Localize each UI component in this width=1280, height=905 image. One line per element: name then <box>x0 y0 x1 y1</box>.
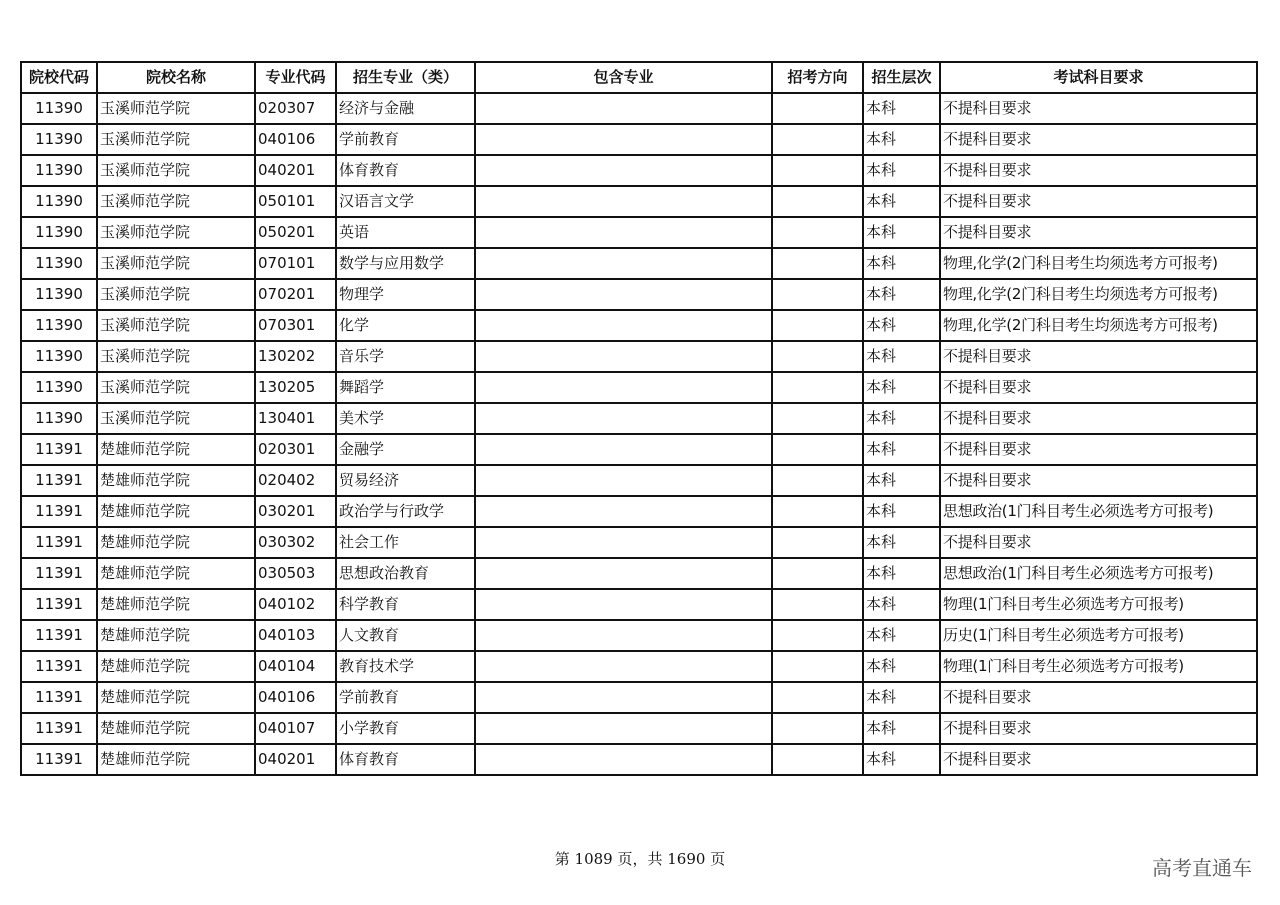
cell-level: 本科 <box>863 310 940 341</box>
cell-school-name: 楚雄师范学院 <box>97 465 255 496</box>
cell-subject-requirements: 不提科目要求 <box>940 155 1257 186</box>
cell-school-name: 楚雄师范学院 <box>97 744 255 775</box>
cell-major-name: 金融学 <box>336 434 475 465</box>
cell-major-code: 040106 <box>255 124 336 155</box>
cell-included-majors <box>475 620 772 651</box>
cell-included-majors <box>475 589 772 620</box>
cell-included-majors <box>475 186 772 217</box>
cell-subject-requirements: 不提科目要求 <box>940 403 1257 434</box>
cell-direction <box>772 93 863 124</box>
cell-school-code: 11390 <box>21 93 97 124</box>
cell-school-code: 11390 <box>21 248 97 279</box>
cell-level: 本科 <box>863 186 940 217</box>
table-row <box>21 682 1257 713</box>
cell-level: 本科 <box>863 589 940 620</box>
cell-subject-requirements: 思想政治(1门科目考生必须选考方可报考) <box>940 558 1257 589</box>
cell-school-code: 11391 <box>21 496 97 527</box>
cell-school-code: 11390 <box>21 217 97 248</box>
cell-subject-requirements: 不提科目要求 <box>940 682 1257 713</box>
cell-major-code: 020402 <box>255 465 336 496</box>
cell-school-name: 楚雄师范学院 <box>97 651 255 682</box>
cell-school-code: 11391 <box>21 713 97 744</box>
cell-direction <box>772 124 863 155</box>
cell-school-code: 11390 <box>21 372 97 403</box>
cell-school-name: 楚雄师范学院 <box>97 713 255 744</box>
cell-included-majors <box>475 434 772 465</box>
cell-level: 本科 <box>863 93 940 124</box>
cell-included-majors <box>475 682 772 713</box>
table-row <box>21 527 1257 558</box>
table-row <box>21 248 1257 279</box>
cell-included-majors <box>475 310 772 341</box>
cell-subject-requirements: 物理,化学(2门科目考生均须选考方可报考) <box>940 248 1257 279</box>
cell-level: 本科 <box>863 713 940 744</box>
cell-level: 本科 <box>863 124 940 155</box>
cell-included-majors <box>475 217 772 248</box>
cell-direction <box>772 744 863 775</box>
table-row <box>21 403 1257 434</box>
cell-included-majors <box>475 372 772 403</box>
cell-subject-requirements: 不提科目要求 <box>940 186 1257 217</box>
cell-direction <box>772 372 863 403</box>
table-body <box>21 93 1257 775</box>
table-row <box>21 124 1257 155</box>
cell-school-code: 11391 <box>21 651 97 682</box>
cell-included-majors <box>475 744 772 775</box>
cell-school-code: 11390 <box>21 186 97 217</box>
cell-included-majors <box>475 248 772 279</box>
cell-major-name: 体育教育 <box>336 155 475 186</box>
table-row <box>21 496 1257 527</box>
table-row <box>21 713 1257 744</box>
cell-level: 本科 <box>863 217 940 248</box>
header-major-name: 招生专业（类） <box>336 62 475 93</box>
cell-subject-requirements: 历史(1门科目考生必须选考方可报考) <box>940 620 1257 651</box>
cell-school-code: 11390 <box>21 310 97 341</box>
cell-level: 本科 <box>863 527 940 558</box>
page-number: 第 1089 页，共 1690 页 <box>554 850 726 868</box>
cell-major-name: 音乐学 <box>336 341 475 372</box>
cell-direction <box>772 279 863 310</box>
cell-included-majors <box>475 527 772 558</box>
cell-included-majors <box>475 403 772 434</box>
header-included-majors: 包含专业 <box>475 62 772 93</box>
table-row <box>21 434 1257 465</box>
cell-level: 本科 <box>863 465 940 496</box>
cell-major-code: 130202 <box>255 341 336 372</box>
cell-major-code: 030503 <box>255 558 336 589</box>
cell-included-majors <box>475 155 772 186</box>
header-subject-requirements: 考试科目要求 <box>940 62 1257 93</box>
cell-school-name: 楚雄师范学院 <box>97 682 255 713</box>
cell-school-name: 楚雄师范学院 <box>97 558 255 589</box>
cell-major-name: 人文教育 <box>336 620 475 651</box>
cell-direction <box>772 713 863 744</box>
cell-major-name: 学前教育 <box>336 124 475 155</box>
cell-level: 本科 <box>863 744 940 775</box>
cell-major-name: 贸易经济 <box>336 465 475 496</box>
cell-major-code: 040103 <box>255 620 336 651</box>
table-row <box>21 186 1257 217</box>
table-row <box>21 744 1257 775</box>
cell-level: 本科 <box>863 279 940 310</box>
cell-major-code: 040201 <box>255 155 336 186</box>
cell-subject-requirements: 物理(1门科目考生必须选考方可报考) <box>940 651 1257 682</box>
cell-subject-requirements: 不提科目要求 <box>940 434 1257 465</box>
cell-direction <box>772 310 863 341</box>
cell-direction <box>772 341 863 372</box>
cell-school-code: 11390 <box>21 403 97 434</box>
cell-subject-requirements: 不提科目要求 <box>940 465 1257 496</box>
cell-major-name: 化学 <box>336 310 475 341</box>
cell-major-code: 030201 <box>255 496 336 527</box>
cell-direction <box>772 589 863 620</box>
watermark-text: 高考直通车 <box>1152 856 1252 880</box>
cell-school-code: 11391 <box>21 589 97 620</box>
cell-included-majors <box>475 124 772 155</box>
cell-school-code: 11390 <box>21 155 97 186</box>
cell-major-name: 舞蹈学 <box>336 372 475 403</box>
header-level: 招生层次 <box>863 62 940 93</box>
cell-school-code: 11391 <box>21 558 97 589</box>
cell-school-code: 11391 <box>21 620 97 651</box>
cell-major-name: 体育教育 <box>336 744 475 775</box>
cell-included-majors <box>475 93 772 124</box>
cell-level: 本科 <box>863 620 940 651</box>
cell-included-majors <box>475 651 772 682</box>
cell-major-code: 070101 <box>255 248 336 279</box>
header-school-name: 院校名称 <box>97 62 255 93</box>
cell-major-name: 美术学 <box>336 403 475 434</box>
cell-subject-requirements: 不提科目要求 <box>940 217 1257 248</box>
cell-subject-requirements: 不提科目要求 <box>940 527 1257 558</box>
table-row <box>21 589 1257 620</box>
table-row <box>21 217 1257 248</box>
table-row <box>21 620 1257 651</box>
cell-school-name: 玉溪师范学院 <box>97 372 255 403</box>
cell-major-code: 030302 <box>255 527 336 558</box>
table-header-row <box>21 62 1257 93</box>
header-direction: 招考方向 <box>772 62 863 93</box>
cell-direction <box>772 403 863 434</box>
table-row <box>21 155 1257 186</box>
cell-direction <box>772 558 863 589</box>
cell-direction <box>772 465 863 496</box>
cell-school-name: 楚雄师范学院 <box>97 620 255 651</box>
cell-level: 本科 <box>863 651 940 682</box>
cell-major-name: 英语 <box>336 217 475 248</box>
cell-school-code: 11391 <box>21 434 97 465</box>
cell-level: 本科 <box>863 434 940 465</box>
cell-school-name: 玉溪师范学院 <box>97 279 255 310</box>
cell-level: 本科 <box>863 372 940 403</box>
cell-major-code: 040107 <box>255 713 336 744</box>
cell-major-name: 物理学 <box>336 279 475 310</box>
cell-major-name: 经济与金融 <box>336 93 475 124</box>
cell-school-code: 11391 <box>21 465 97 496</box>
cell-major-name: 政治学与行政学 <box>336 496 475 527</box>
table-row <box>21 310 1257 341</box>
table-row <box>21 372 1257 403</box>
cell-major-name: 科学教育 <box>336 589 475 620</box>
table-row <box>21 279 1257 310</box>
cell-direction <box>772 496 863 527</box>
cell-school-name: 楚雄师范学院 <box>97 589 255 620</box>
table-row <box>21 341 1257 372</box>
header-school-code: 院校代码 <box>21 62 97 93</box>
cell-major-name: 教育技术学 <box>336 651 475 682</box>
cell-included-majors <box>475 496 772 527</box>
cell-major-code: 020301 <box>255 434 336 465</box>
cell-level: 本科 <box>863 558 940 589</box>
cell-included-majors <box>475 341 772 372</box>
cell-subject-requirements: 不提科目要求 <box>940 93 1257 124</box>
table-row <box>21 651 1257 682</box>
admission-requirements-table <box>20 61 1258 776</box>
cell-direction <box>772 248 863 279</box>
cell-direction <box>772 682 863 713</box>
cell-major-code: 040104 <box>255 651 336 682</box>
cell-subject-requirements: 物理,化学(2门科目考生均须选考方可报考) <box>940 310 1257 341</box>
cell-major-name: 社会工作 <box>336 527 475 558</box>
cell-major-code: 050101 <box>255 186 336 217</box>
cell-major-code: 130401 <box>255 403 336 434</box>
cell-direction <box>772 155 863 186</box>
cell-school-code: 11390 <box>21 124 97 155</box>
cell-school-name: 楚雄师范学院 <box>97 434 255 465</box>
cell-direction <box>772 527 863 558</box>
cell-school-code: 11391 <box>21 744 97 775</box>
cell-school-code: 11390 <box>21 279 97 310</box>
cell-major-code: 130205 <box>255 372 336 403</box>
cell-level: 本科 <box>863 403 940 434</box>
cell-major-code: 020307 <box>255 93 336 124</box>
cell-subject-requirements: 物理(1门科目考生必须选考方可报考) <box>940 589 1257 620</box>
cell-major-name: 小学教育 <box>336 713 475 744</box>
cell-subject-requirements: 物理,化学(2门科目考生均须选考方可报考) <box>940 279 1257 310</box>
cell-major-name: 学前教育 <box>336 682 475 713</box>
table-row <box>21 93 1257 124</box>
cell-subject-requirements: 不提科目要求 <box>940 372 1257 403</box>
cell-included-majors <box>475 465 772 496</box>
cell-included-majors <box>475 713 772 744</box>
table-row <box>21 465 1257 496</box>
cell-school-name: 玉溪师范学院 <box>97 93 255 124</box>
cell-major-code: 040102 <box>255 589 336 620</box>
cell-direction <box>772 217 863 248</box>
cell-direction <box>772 651 863 682</box>
cell-level: 本科 <box>863 248 940 279</box>
cell-school-name: 玉溪师范学院 <box>97 155 255 186</box>
cell-major-code: 050201 <box>255 217 336 248</box>
cell-major-name: 思想政治教育 <box>336 558 475 589</box>
cell-major-code: 040106 <box>255 682 336 713</box>
cell-school-name: 楚雄师范学院 <box>97 496 255 527</box>
cell-school-code: 11391 <box>21 682 97 713</box>
cell-school-name: 玉溪师范学院 <box>97 124 255 155</box>
cell-subject-requirements: 思想政治(1门科目考生必须选考方可报考) <box>940 496 1257 527</box>
cell-major-name: 数学与应用数学 <box>336 248 475 279</box>
cell-school-name: 玉溪师范学院 <box>97 248 255 279</box>
cell-direction <box>772 434 863 465</box>
cell-major-code: 040201 <box>255 744 336 775</box>
table-row <box>21 558 1257 589</box>
cell-subject-requirements: 不提科目要求 <box>940 341 1257 372</box>
cell-school-code: 11391 <box>21 527 97 558</box>
cell-school-name: 楚雄师范学院 <box>97 527 255 558</box>
cell-school-name: 玉溪师范学院 <box>97 341 255 372</box>
cell-subject-requirements: 不提科目要求 <box>940 744 1257 775</box>
cell-school-code: 11390 <box>21 341 97 372</box>
cell-included-majors <box>475 279 772 310</box>
cell-major-name: 汉语言文学 <box>336 186 475 217</box>
cell-major-code: 070301 <box>255 310 336 341</box>
cell-level: 本科 <box>863 496 940 527</box>
cell-direction <box>772 186 863 217</box>
cell-level: 本科 <box>863 341 940 372</box>
cell-included-majors <box>475 558 772 589</box>
cell-subject-requirements: 不提科目要求 <box>940 713 1257 744</box>
cell-school-name: 玉溪师范学院 <box>97 186 255 217</box>
cell-subject-requirements: 不提科目要求 <box>940 124 1257 155</box>
cell-direction <box>772 620 863 651</box>
cell-level: 本科 <box>863 155 940 186</box>
cell-level: 本科 <box>863 682 940 713</box>
cell-school-name: 玉溪师范学院 <box>97 403 255 434</box>
header-major-code: 专业代码 <box>255 62 336 93</box>
cell-school-name: 玉溪师范学院 <box>97 310 255 341</box>
cell-school-name: 玉溪师范学院 <box>97 217 255 248</box>
cell-major-code: 070201 <box>255 279 336 310</box>
